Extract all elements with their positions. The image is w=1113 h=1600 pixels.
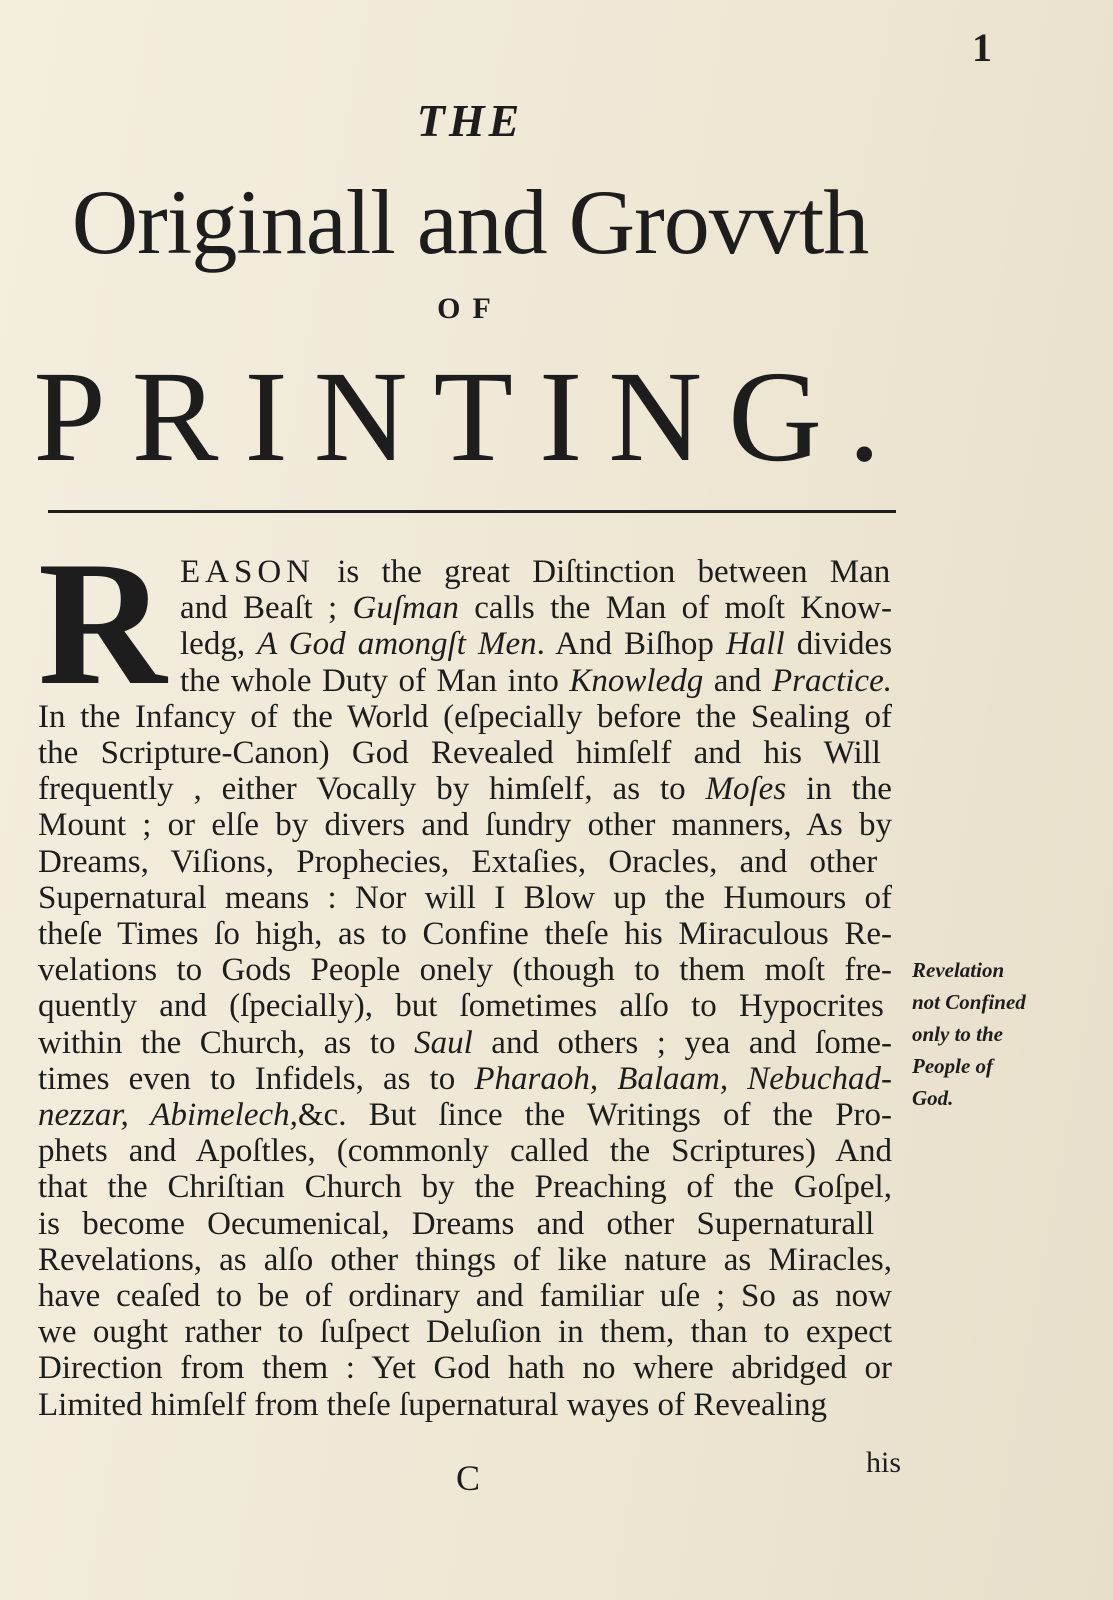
signature-mark: C	[456, 1458, 481, 1498]
body-line	[38, 737, 881, 770]
line-text: frequently , either Vocally by himſelf, as to	[38, 771, 706, 808]
marginal-note-line: Revelation	[912, 958, 1005, 982]
body-line	[180, 592, 892, 625]
body-line	[38, 809, 892, 842]
line-text: In the Infancy of the World (eſpecially before the Sealing of	[38, 698, 892, 735]
body-line	[180, 556, 890, 589]
body-line	[38, 954, 892, 987]
line-text: . And Biſhop	[536, 626, 726, 663]
line-text: the whole Duty of Man into	[180, 662, 570, 699]
marginal-note	[912, 954, 1102, 1114]
body-line	[38, 1352, 892, 1385]
italic-text: Pharaoh, Balaam, Nebuchad-	[474, 1060, 893, 1097]
line-text: and	[703, 662, 772, 699]
body-line	[38, 1205, 875, 1242]
italic-text: nezzar, Abimelech,	[38, 1097, 298, 1133]
line-text: Mount ; or elſe by divers and ſundry other manners, As by	[38, 807, 892, 844]
line-text: ledg,	[180, 626, 258, 663]
body-line	[38, 698, 892, 735]
line-text: divides	[784, 626, 893, 663]
body-line	[38, 773, 892, 806]
line-text: Limited himſelf from theſe ſupernatural wayes of Revealing	[38, 1386, 827, 1423]
body-line	[38, 879, 892, 916]
catchword: his	[866, 1446, 902, 1479]
title-rule	[48, 510, 896, 513]
title-printing: PRINTING.	[33, 345, 907, 489]
body-line	[38, 1060, 893, 1097]
line-text: Supernatural means : Nor will I Blow up the Humours of	[38, 879, 892, 916]
body-line	[38, 1241, 893, 1278]
body-line	[38, 990, 884, 1023]
italic-text: Saul	[414, 1024, 473, 1061]
marginal-note-line: only to the	[912, 1022, 1004, 1046]
drop-cap: R	[38, 524, 167, 722]
title-the: THE	[416, 95, 524, 146]
line-text: have ceaſed to be of ordinary and familiar uſe ; So as now	[38, 1278, 892, 1314]
title-main: Originall and Grovvth	[71, 171, 869, 273]
marginal-note-line: not Confined	[912, 990, 1026, 1014]
line-text: within the Church, as to	[38, 1024, 415, 1061]
body-line	[38, 1386, 827, 1423]
italic-text: A God amongſt Men	[257, 626, 537, 663]
body-line	[38, 1135, 892, 1168]
body-line	[38, 1099, 892, 1132]
italic-text: Moſes	[705, 771, 787, 808]
line-text: times even to Infidels, as to	[38, 1060, 475, 1097]
line-text: Direction from them : Yet God hath no where abridged or	[38, 1350, 893, 1387]
line-text: in the	[786, 771, 892, 808]
italic-text: Hall	[725, 626, 785, 663]
marginal-note-line: God.	[912, 1086, 954, 1110]
line-text: and Beaſt ;	[180, 590, 353, 627]
line-text: is become Oecumenical, Dreams and other Supernaturall	[38, 1205, 875, 1242]
line-text: calls the Man of moſt Know-	[458, 590, 892, 627]
line-text: EASON	[180, 554, 316, 590]
line-text: quently and (ſpecially), but ſometimes alſo to Hypocrites	[38, 988, 884, 1025]
body-line	[180, 628, 892, 661]
body-line	[38, 843, 878, 880]
line-text: velations to Gods People onely (though to them moſt fre-	[38, 952, 893, 989]
line-text: is the great Diſtinction between Man	[315, 554, 891, 590]
line-text: Revelations, as alſo other things of like nature as Miracles,	[38, 1241, 893, 1278]
line-text: phets and Apoſtles, (commonly called the Scriptures) And	[38, 1133, 893, 1170]
line-text: the Scripture-Canon) God Revealed himſelf and his Will	[38, 735, 881, 771]
italic-text: Practice.	[771, 662, 892, 699]
marginal-note-line: People of	[912, 1054, 994, 1078]
body-line	[38, 1171, 892, 1204]
line-text: Dreams, Viſions, Prophecies, Extaſies, Oracles, and other	[38, 843, 878, 880]
line-text: we ought rather to ſuſpect Deluſion in them, than to expect	[38, 1314, 893, 1351]
line-text: &c. But ſince the Writings of the Pro-	[297, 1097, 893, 1133]
page-number: 1	[972, 25, 992, 70]
body-line	[38, 1280, 892, 1313]
title-of: OF	[437, 292, 503, 325]
body-line	[38, 918, 892, 951]
italic-text: Guſman	[352, 590, 459, 627]
line-text: theſe Times ſo high, as to Confine theſe his Miraculous Re-	[38, 916, 893, 952]
italic-text: Knowledg	[569, 662, 704, 699]
body-line	[38, 1316, 892, 1349]
body-line	[180, 662, 892, 699]
body-line	[38, 1024, 893, 1061]
line-text: and others ; yea and ſome-	[472, 1024, 893, 1061]
line-text: that the Chriſtian Church by the Preaching of the Goſpel,	[38, 1169, 892, 1206]
